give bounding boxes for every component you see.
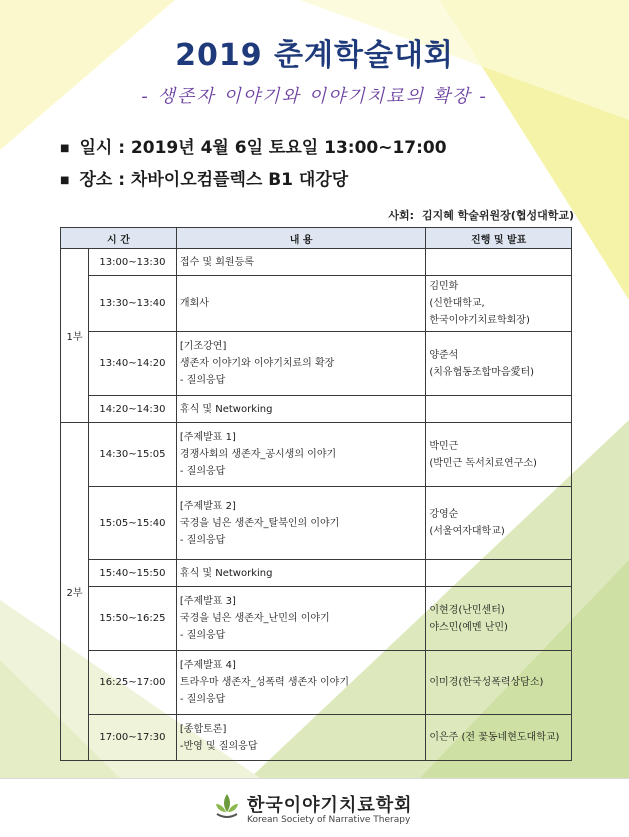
footer-divider — [0, 778, 629, 779]
content-cell — [176, 396, 425, 423]
table-row — [61, 587, 572, 651]
time-cell: 15:50~16:25 — [88, 587, 176, 651]
presenter-cell — [426, 587, 572, 651]
content-line: 국경을 넘은 생존자_탈북인의 이야기 — [179, 517, 340, 529]
table-row — [61, 560, 572, 587]
presenter-line: 양준석 — [429, 349, 459, 361]
content-line: 접수 및 회원등록 — [179, 256, 254, 268]
page-subtitle: - 생존자 이야기와 이야기치료의 확장 - — [141, 86, 488, 107]
content-line: [주제발표 1] — [179, 432, 236, 443]
presenter-line: (박민근 독서치료연구소) — [429, 457, 537, 469]
bullet-icon: ■ — [60, 174, 70, 186]
presenter-cell — [426, 396, 572, 423]
host-line — [388, 207, 574, 223]
logo-korean-text: 한국이야기치료학회 — [247, 795, 413, 816]
host-label: 사회: — [388, 209, 414, 222]
content-cell — [176, 651, 425, 715]
time-cell: 15:05~15:40 — [88, 487, 176, 560]
presenter-line: (신한대학교, — [429, 298, 485, 309]
header-content: 내 용 — [176, 228, 425, 249]
content-line: - 질의응답 — [179, 630, 226, 641]
society-logo — [213, 790, 433, 830]
presenter-line: 강영순 — [429, 509, 459, 520]
table-row — [61, 715, 572, 761]
presenter-cell — [426, 423, 572, 487]
info-date-text: 일시 : 2019년 4월 6일 토요일 13:00~17:00 — [79, 138, 447, 158]
table-row — [61, 249, 572, 276]
header-time: 시 간 — [61, 228, 177, 249]
time-cell: 13:40~14:20 — [88, 332, 176, 396]
time-cell: 14:30~15:05 — [88, 423, 176, 487]
content-line: 국경을 넘은 생존자_난민의 이야기 — [179, 613, 330, 624]
presenter-line: 야스민(예멘 난민) — [429, 621, 508, 633]
presenter-line: 이은주 (전 꽃동네현도대학교) — [429, 732, 560, 743]
content-line: [종합토론] — [179, 723, 227, 735]
table-header-row — [61, 228, 572, 249]
presenter-line: 박민근 — [429, 440, 459, 452]
content-line: 생존자 이야기와 이야기치료의 확장 — [179, 358, 335, 369]
content-line: 개회사 — [179, 298, 209, 309]
table-row — [61, 396, 572, 423]
bullet-icon: ■ — [60, 142, 70, 154]
part-cell: 1부 — [61, 249, 89, 423]
host-name: 김지혜 학술위원장(협성대학교) — [421, 209, 574, 222]
presenter-cell — [426, 332, 572, 396]
content-cell — [176, 332, 425, 396]
time-cell: 15:40~15:50 — [88, 560, 176, 587]
presenter-line: 한국이야기치료학회장) — [429, 315, 530, 326]
content-cell — [176, 249, 425, 276]
content-line: - 질의응답 — [179, 466, 226, 477]
content-line: -반영 및 질의응답 — [179, 740, 258, 752]
table-row — [61, 487, 572, 560]
content-line: [기조강연] — [179, 341, 227, 352]
narrative-therapy-logo-icon — [213, 792, 241, 822]
content-line: 경쟁사회의 생존자_공시생의 이야기 — [179, 449, 337, 460]
content-line: - 질의응답 — [179, 694, 226, 705]
logo-english-text: Korean Society of Narrative Therapy — [247, 815, 411, 825]
presenter-cell — [426, 715, 572, 761]
time-cell: 16:25~17:00 — [88, 651, 176, 715]
content-line: [주제발표 2] — [179, 500, 236, 512]
presenter-cell — [426, 487, 572, 560]
content-cell — [176, 587, 425, 651]
presenter-line: (치유협동조합마음愛터) — [429, 366, 535, 378]
content-cell — [176, 487, 425, 560]
presenter-cell — [426, 560, 572, 587]
presenter-line: 이미경(한국성폭력상담소) — [429, 677, 544, 688]
presenter-cell — [426, 276, 572, 332]
time-cell: 13:30~13:40 — [88, 276, 176, 332]
presenter-cell — [426, 651, 572, 715]
header-presenter: 진행 및 발표 — [426, 228, 572, 249]
content-line: [주제발표 3] — [179, 596, 236, 607]
content-line: 휴식 및 Networking — [179, 567, 273, 579]
content-cell — [176, 560, 425, 587]
content-line: 휴식 및 Networking — [179, 403, 273, 415]
time-cell: 13:00~13:30 — [88, 249, 176, 276]
content-line: [주제발표 4] — [179, 660, 236, 671]
presenter-line: (서울여자대학교) — [429, 526, 505, 537]
content-cell — [176, 715, 425, 761]
info-venue — [60, 165, 348, 190]
time-cell: 17:00~17:30 — [88, 715, 176, 761]
content-line: 트라우마 생존자_성폭력 생존자 이야기 — [179, 677, 350, 688]
content-line: - 질의응답 — [179, 375, 226, 386]
info-venue-text: 장소 : 차바이오컴플렉스 B1 대강당 — [79, 170, 349, 190]
part-cell: 2부 — [61, 423, 89, 761]
page-title: 2019 춘계학술대회 — [175, 38, 454, 73]
content-cell — [176, 423, 425, 487]
content-cell — [176, 276, 425, 332]
info-date — [60, 133, 447, 158]
table-row — [61, 423, 572, 487]
schedule-table — [60, 227, 572, 761]
presenter-line: 김민화 — [429, 281, 459, 292]
content-line: - 질의응답 — [179, 534, 226, 546]
time-cell: 14:20~14:30 — [88, 396, 176, 423]
table-row — [61, 651, 572, 715]
presenter-cell — [426, 249, 572, 276]
table-row — [61, 332, 572, 396]
table-row — [61, 276, 572, 332]
presenter-line: 이현경(난민센터) — [429, 604, 505, 616]
